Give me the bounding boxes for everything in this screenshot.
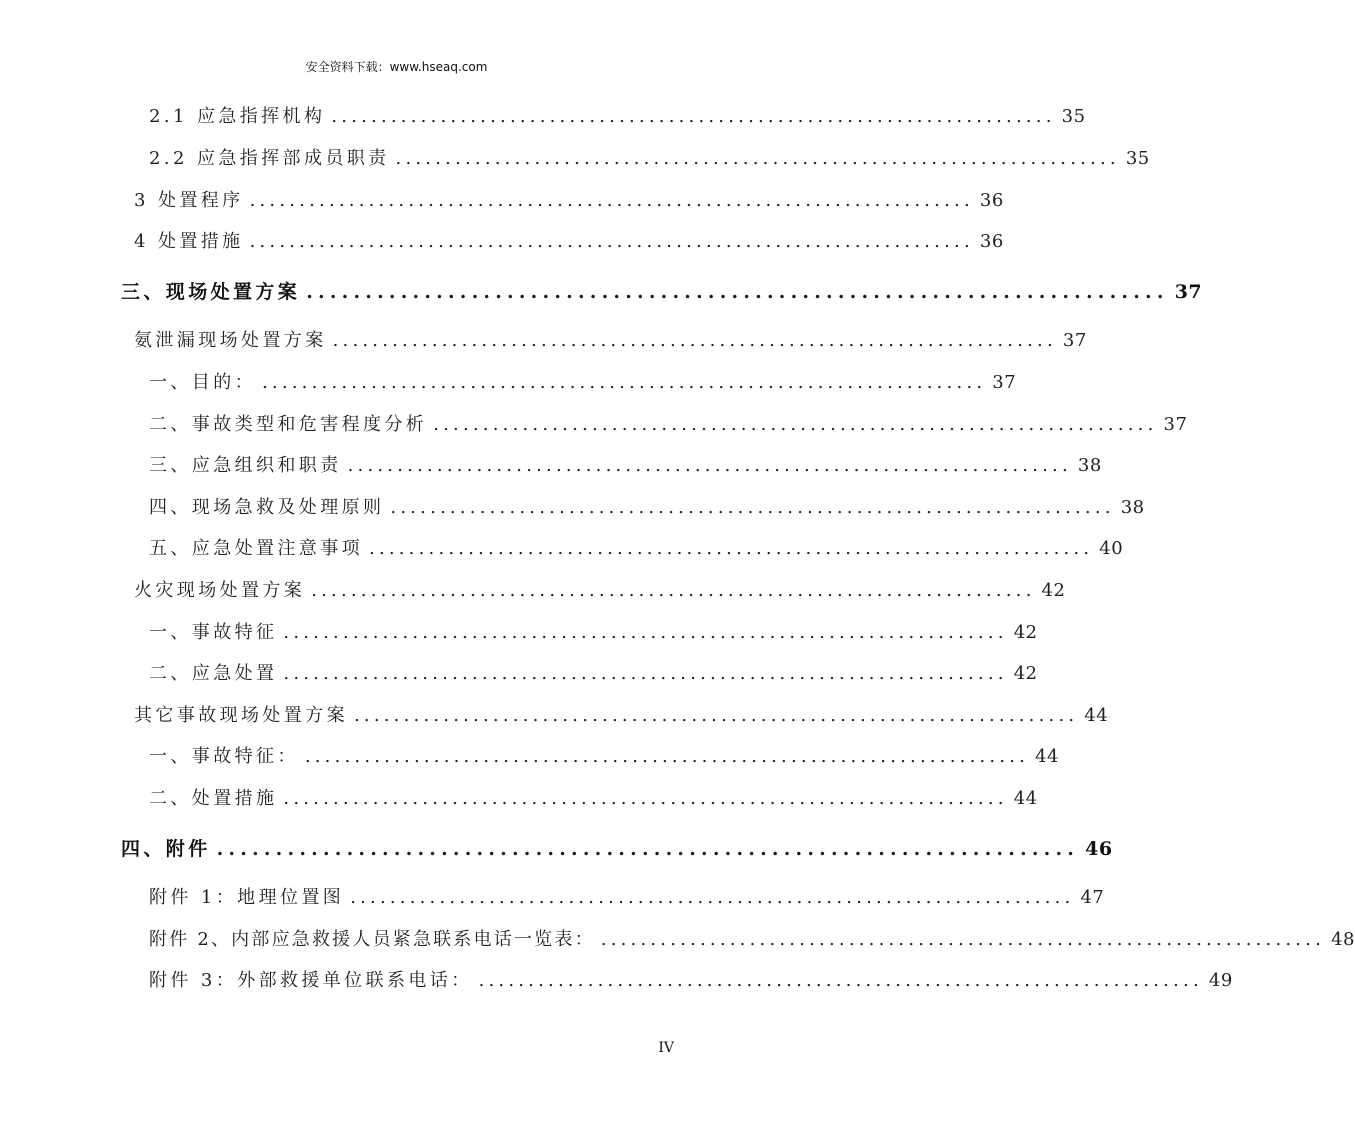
toc-entry[interactable] [134,577,1066,605]
toc-entry-title: 二、应急处置 [149,663,278,684]
toc-entry[interactable] [149,660,1038,688]
toc-entry-page: 44 [1013,788,1038,809]
dot-leader: ......................................................................... [347,455,1072,476]
toc-entry-page: 44 [1035,746,1060,767]
dot-leader: ......................................................................... [354,705,1079,726]
toc-entry-page: 44 [1084,705,1109,726]
toc-entry[interactable] [149,619,1038,647]
dot-leader: ......................................................................... [249,190,974,211]
toc-entry-title: 3 处置程序 [134,190,244,211]
toc-entry-page: 35 [1125,148,1150,169]
toc-entry[interactable] [149,535,1124,563]
toc-entry-title: 一、目的： [149,372,256,393]
toc-entry-page: 42 [1013,622,1038,643]
toc-entry-title: 四、现场急救及处理原则 [149,497,385,518]
toc-entry-title: 二、事故类型和危害程度分析 [149,414,428,435]
toc-entry-page: 37 [992,372,1017,393]
dot-leader: ......................................................................... [369,538,1094,559]
dot-leader: ......................................................................... [283,788,1008,809]
dot-leader: ......................................................................... [478,970,1203,991]
toc-entry-title: 三、现场处置方案 [121,281,301,303]
toc-entry[interactable] [134,327,1087,355]
toc-entry-title: 一、事故特征 [149,622,278,643]
dot-leader: ......................................................................... [249,231,974,252]
toc-entry[interactable] [149,926,1355,954]
dot-leader: ......................................................................... [216,838,1080,860]
toc-entry-page: 37 [1174,281,1203,303]
toc-entry-title: 4 处置措施 [134,231,244,252]
toc-entry-page: 36 [979,190,1004,211]
dot-leader: ......................................................................... [332,330,1057,351]
dot-leader: ......................................................................... [350,887,1075,908]
toc-entry[interactable] [149,494,1145,522]
toc-entry-page: 48 [1331,929,1355,950]
toc-entry-page: 37 [1062,330,1087,351]
toc-entry-title: 二、处置措施 [149,788,278,809]
toc-entry-page: 38 [1077,455,1102,476]
toc-entry[interactable] [149,411,1188,439]
toc-entry[interactable] [149,743,1060,771]
page-header: 安全资料下载：www.hseaq.com [305,60,488,74]
toc-entry-title: 一、事故特征： [149,746,299,767]
dot-leader: ......................................................................... [283,663,1008,684]
toc-entry[interactable] [149,785,1038,813]
toc-entry-title: 2.1 应急指挥机构 [149,106,326,127]
dot-leader: ......................................................................... [433,414,1158,435]
toc-entry[interactable] [149,452,1102,480]
toc-entry[interactable] [134,228,1004,256]
dot-leader: ......................................................................... [306,281,1169,303]
toc-entry-page: 47 [1080,887,1105,908]
toc-entry-title: 五、应急处置注意事项 [149,538,363,559]
toc-entry-main[interactable] [121,278,1203,306]
toc-entry-page: 36 [979,231,1004,252]
toc-entry[interactable] [149,145,1150,173]
toc-entry[interactable] [149,884,1105,912]
toc-entry-title: 四、附件 [121,838,211,860]
toc-entry-page: 42 [1041,580,1066,601]
dot-leader: ......................................................................... [390,497,1115,518]
page-number: IV [658,1040,674,1056]
dot-leader: ......................................................................... [304,746,1030,767]
toc-entry[interactable] [149,103,1086,131]
toc-entry[interactable] [149,967,1233,995]
dot-leader: ......................................................................... [283,622,1008,643]
dot-leader: ......................................................................... [262,372,987,393]
toc-entry-title: 火灾现场处置方案 [134,580,306,601]
toc-entry-page: 49 [1208,970,1233,991]
dot-leader: ......................................................................... [311,580,1036,601]
toc-entry-title: 其它事故现场处置方案 [134,705,348,726]
toc-entry[interactable] [134,187,1004,215]
toc-entry-title: 附件 1：地理位置图 [149,887,345,908]
toc-entry-main[interactable] [121,835,1113,863]
toc-entry-page: 40 [1099,538,1124,559]
toc-entry-title: 2.2 应急指挥部成员职责 [149,148,390,169]
dot-leader: ......................................................................... [600,929,1326,950]
toc-entry-page: 42 [1013,663,1038,684]
toc-entry-page: 38 [1120,497,1145,518]
toc-entry-title: 三、应急组织和职责 [149,455,342,476]
toc-entry-page: 46 [1085,838,1113,860]
dot-leader: ......................................................................... [395,148,1120,169]
toc-entry[interactable] [134,702,1109,730]
toc-entry-page: 37 [1163,414,1188,435]
toc-entry-page: 35 [1061,106,1086,127]
toc-entry-title: 附件 3：外部救援单位联系电话： [149,970,473,991]
toc-entry[interactable] [149,369,1017,397]
toc-entry-title: 氨泄漏现场处置方案 [134,330,327,351]
toc-entry-title: 附件 2、内部应急救援人员紧急联系电话一览表： [149,929,595,950]
dot-leader: ......................................................................... [331,106,1056,127]
